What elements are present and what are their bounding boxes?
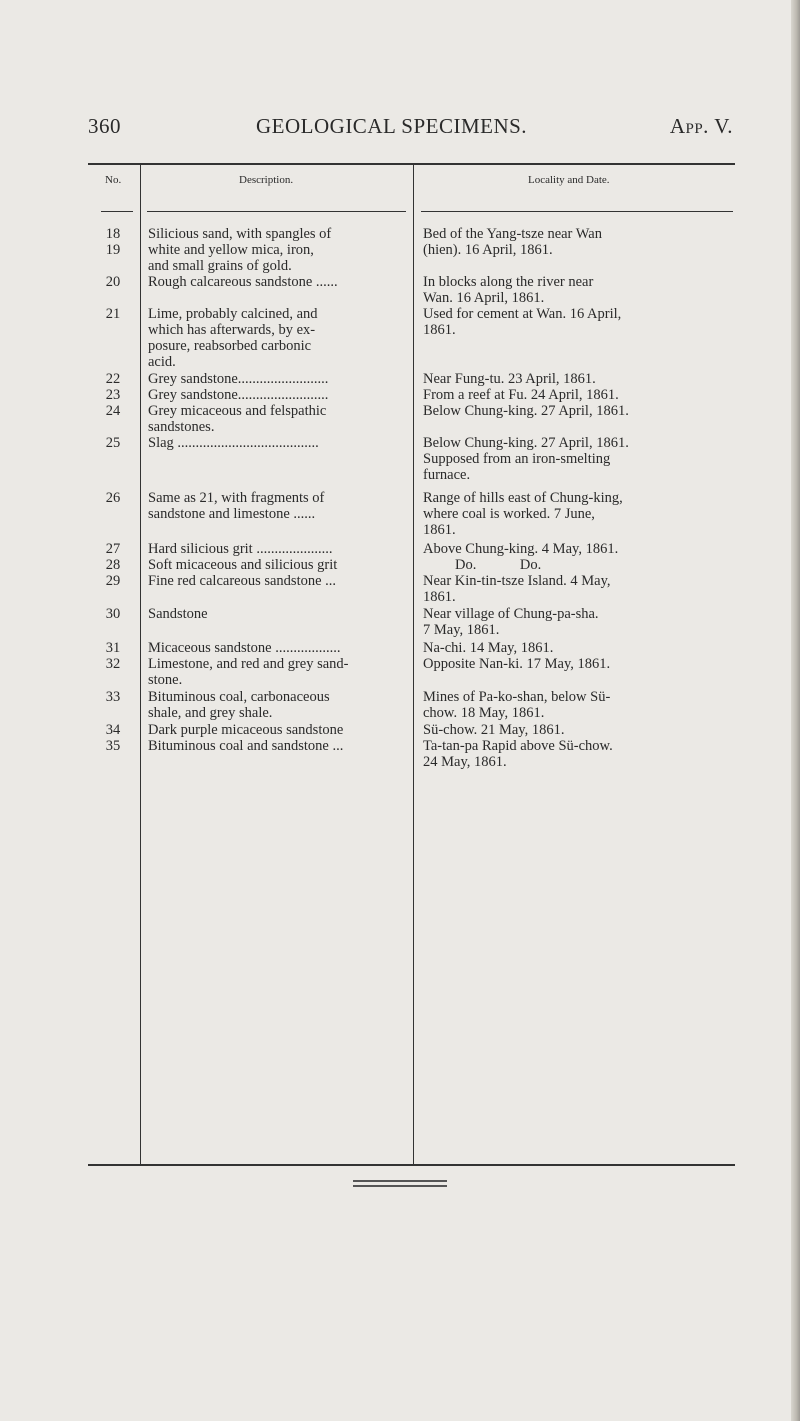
row-no: 23: [105, 387, 121, 403]
header-rule-locality: [421, 211, 733, 212]
row-no: 31: [105, 640, 121, 656]
row-locality: Near Kin-tin-tsze Island. 4 May, 1861.: [423, 573, 611, 605]
row-description: Silicious sand, with spangles of white and yellow mica, iron, and small grains of gold.: [148, 226, 332, 274]
row-locality: Above Chung-king. 4 May, 1861.: [423, 541, 619, 557]
row-no: 32: [105, 656, 121, 672]
table-bottom-rule: [88, 1164, 735, 1166]
row-no: 35: [105, 738, 121, 754]
row-locality: Opposite Nan-ki. 17 May, 1861.: [423, 656, 611, 672]
row-description: Bituminous coal, carbonaceous shale, and grey shale.: [148, 689, 330, 721]
row-description: Sandstone: [148, 606, 208, 622]
row-description: Grey micaceous and felspathic sandstones.: [148, 403, 327, 435]
row-locality: In blocks along the river near Wan. 16 April, 1861.: [423, 274, 594, 306]
row-description: Dark purple micaceous sandstone: [148, 722, 344, 738]
row-description: Same as 21, with fragments of sandstone and limestone ......: [148, 490, 325, 522]
appendix-label: App. V.: [669, 114, 733, 138]
row-locality: From a reef at Fu. 24 April, 1861.: [423, 387, 619, 403]
row-locality: Range of hills east of Chung-king, where coal is worked. 7 June, 1861.: [423, 490, 623, 538]
table-top-rule: [88, 163, 735, 165]
row-description: Limestone, and red and grey sand- stone.: [148, 656, 349, 688]
row-no: 21: [105, 306, 121, 322]
row-no: 20: [105, 274, 121, 290]
page-number: 360: [88, 114, 121, 138]
row-locality: Below Chung-king. 27 April, 1861. Supposed from an iron-smelting furnace.: [423, 435, 629, 483]
row-locality: Mines of Pa-ko-shan, below Sü- chow. 18 May, 1861.: [423, 689, 611, 721]
row-no: 29: [105, 573, 121, 589]
row-no: 30: [105, 606, 121, 622]
closing-double-rule: [353, 1180, 447, 1190]
row-description: Hard silicious grit .....................: [148, 541, 333, 557]
row-description: Lime, probably calcined, and which has afterwards, by ex- posure, reabsorbed carbonic acid.: [148, 306, 318, 370]
row-description: Fine red calcareous sandstone ...: [148, 573, 337, 589]
row-description: Slag .......................................: [148, 435, 319, 451]
running-head: [88, 108, 733, 142]
row-description: Micaceous sandstone ..................: [148, 640, 341, 656]
header-locality: Locality and Date.: [528, 174, 610, 186]
row-locality: Sü-chow. 21 May, 1861.: [423, 722, 565, 738]
row-no: 22: [105, 371, 121, 387]
row-locality: Do. Do.: [455, 557, 542, 573]
row-no: 24: [105, 403, 121, 419]
row-no: 26: [105, 490, 121, 506]
row-locality: Below Chung-king. 27 April, 1861.: [423, 403, 629, 419]
header-no: No.: [105, 174, 122, 186]
row-no: 25: [105, 435, 121, 451]
row-no: 33: [105, 689, 121, 705]
header-description: Description.: [239, 174, 294, 186]
column-divider-1: [140, 165, 141, 1165]
row-locality: Used for cement at Wan. 16 April, 1861.: [423, 306, 622, 338]
row-description: Soft micaceous and silicious grit: [148, 557, 338, 573]
row-no: 34: [105, 722, 121, 738]
row-description: Bituminous coal and sandstone ...: [148, 738, 344, 754]
row-description: Rough calcareous sandstone ......: [148, 274, 338, 290]
row-no: 18 19: [105, 226, 121, 258]
row-no: 28: [105, 557, 121, 573]
row-locality: Near village of Chung-pa-sha. 7 May, 1861.: [423, 606, 599, 638]
row-no: 27: [105, 541, 121, 557]
row-locality: Na-chi. 14 May, 1861.: [423, 640, 554, 656]
page-title: GEOLOGICAL SPECIMENS.: [256, 114, 528, 138]
row-description: Grey sandstone.........................: [148, 371, 329, 387]
column-divider-2: [413, 165, 414, 1165]
header-rule-no: [101, 211, 133, 212]
row-locality: Bed of the Yang-tsze near Wan (hien). 16 April, 1861.: [423, 226, 602, 258]
row-description: Grey sandstone.........................: [148, 387, 329, 403]
page-edge: [791, 0, 800, 1421]
row-locality: Ta-tan-pa Rapid above Sü-chow. 24 May, 1861.: [423, 738, 613, 770]
row-locality: Near Fung-tu. 23 April, 1861.: [423, 371, 596, 387]
header-rule-description: [147, 211, 406, 212]
